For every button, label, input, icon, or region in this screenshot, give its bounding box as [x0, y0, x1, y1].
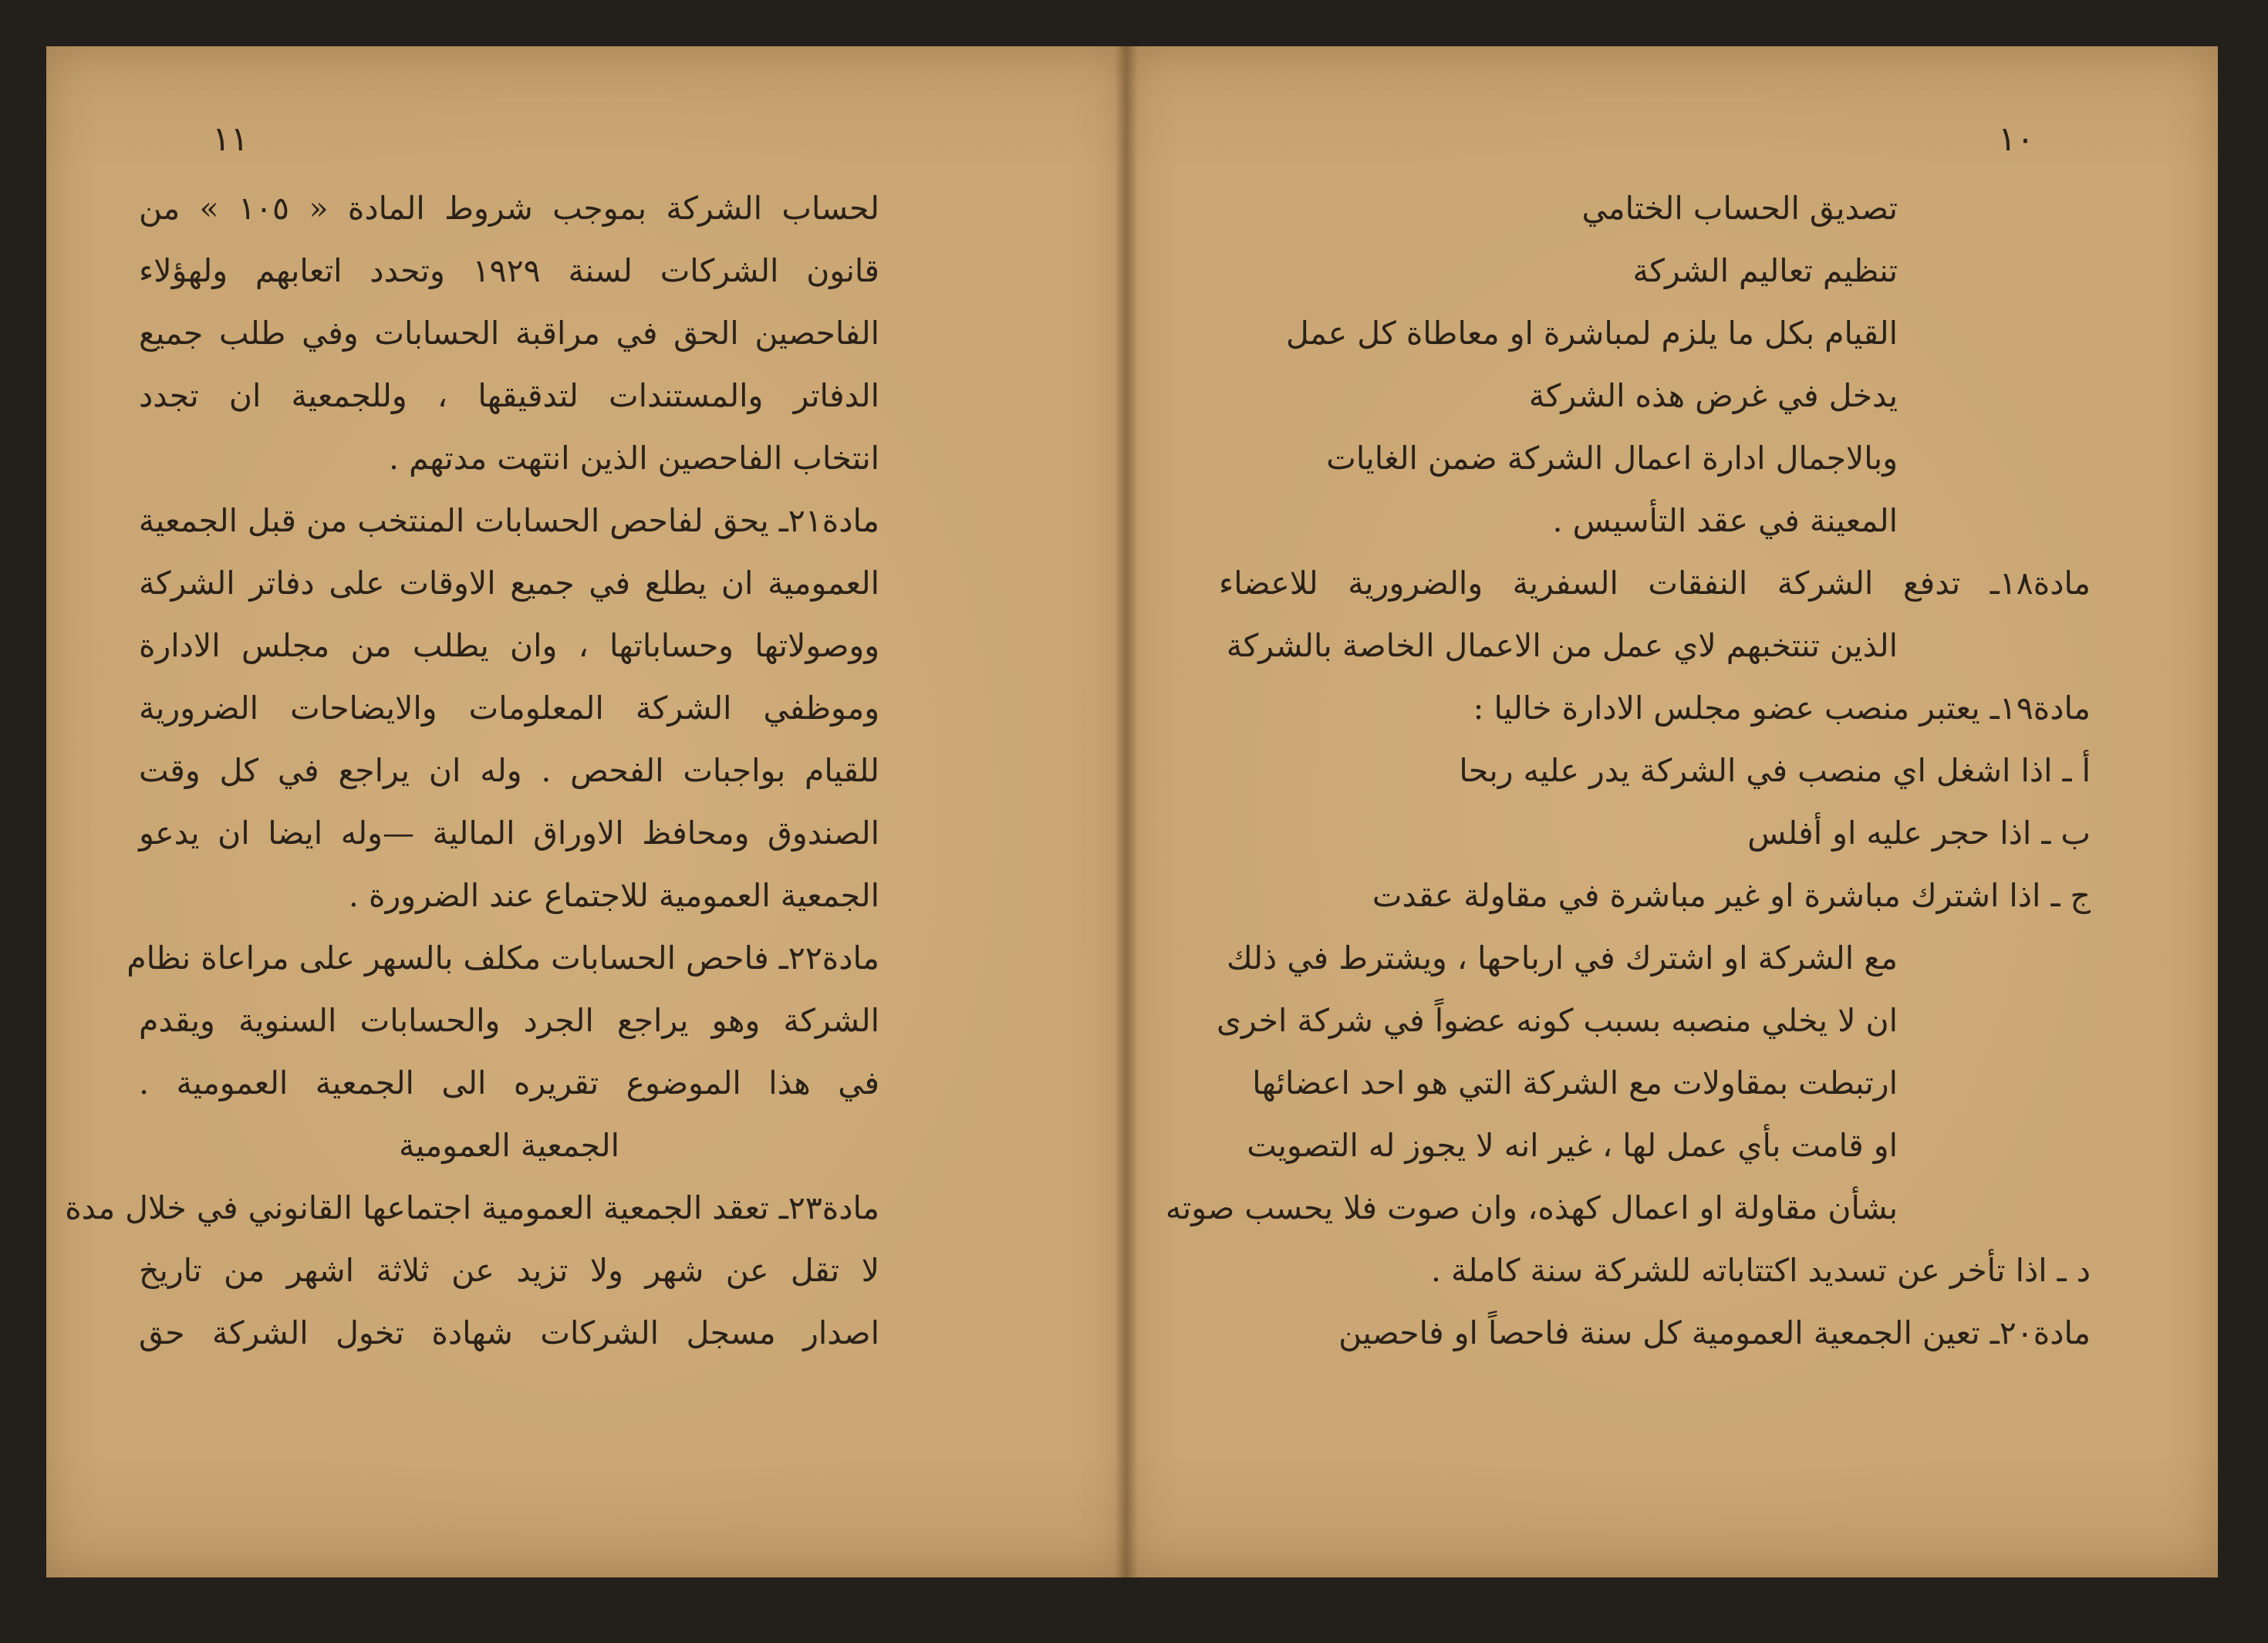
right-page	[1126, 46, 2218, 1577]
text-line: القيام بكل ما يلزم لمباشرة او معاطاة كل عمل	[1285, 315, 1898, 352]
section-heading: الجمعية العمومية	[398, 1127, 620, 1164]
text-line: ووصولاتها وحساباتها ، وان يطلب من مجلس الادارة	[139, 627, 879, 664]
text-line: د ـ اذا تأخر عن تسديد اكتتاباته للشركة سنة كاملة .	[1430, 1252, 2091, 1289]
page-text	[65, 177, 879, 1365]
text-line: انتخاب الفاحصين الذين انتهت مدتهم .	[389, 440, 879, 477]
text-line: وبالاجمال ادارة اعمال الشركة ضمن الغايات	[1326, 440, 1898, 477]
text-line: مادة٢٢ـ فاحص الحسابات مكلف بالسهر على مراعاة نظام	[127, 940, 879, 977]
left-page	[46, 46, 1126, 1577]
text-line: الفاحصين الحق في مراقبة الحسابات وفي طلب جميع	[139, 315, 879, 352]
text-line: تنظيم تعاليم الشركة	[1632, 252, 1898, 289]
text-line: المعينة في عقد التأسيس .	[1552, 502, 1898, 539]
text-line: يدخل في غرض هذه الشركة	[1528, 377, 1898, 414]
text-line: ان لا يخلي منصبه بسبب كونه عضواً في شركة اخرى	[1216, 1002, 1898, 1039]
text-line: أ ـ اذا اشغل اي منصب في الشركة يدر عليه ربحا	[1459, 752, 2091, 789]
book-gutter	[1115, 46, 1138, 1577]
page-number: ١٠	[1998, 120, 2035, 159]
text-line: الدفاتر والمستندات لتدقيقها ، وللجمعية ان تجدد	[139, 377, 879, 414]
text-line: للقيام بواجبات الفحص . وله ان يراجع في كل وقت	[139, 752, 879, 789]
text-line: قانون الشركات لسنة ١٩٢٩ وتحدد اتعابهم ولهؤلاء	[139, 252, 879, 289]
page-number: ١١	[212, 120, 249, 159]
text-line: ج ـ اذا اشترك مباشرة او غير مباشرة في مقاولة عقدت	[1372, 877, 2091, 914]
text-line: اصدار مسجل الشركات شهادة تخول الشركة حق	[139, 1314, 879, 1351]
text-line: مادة٢١ـ يحق لفاحص الحسابات المنتخب من قبل الجمعية	[138, 502, 879, 539]
text-line: وموظفي الشركة المعلومات والايضاحات الضرورية	[139, 690, 879, 727]
book-spread	[46, 46, 2218, 1577]
text-line: او قامت بأي عمل لها ، غير انه لا يجوز له التصويت	[1247, 1127, 1898, 1164]
text-line: بشأن مقاولة او اعمال كهذه، وان صوت فلا يحسب صوته	[1165, 1189, 1898, 1226]
page-text	[1165, 177, 2091, 1365]
text-line: ارتبطت بمقاولات مع الشركة التي هو احد اعضائها	[1252, 1064, 1898, 1102]
text-line: مادة٢٣ـ تعقد الجمعية العمومية اجتماعها القانوني في خلال مدة	[65, 1189, 879, 1226]
text-line: ب ـ اذا حجر عليه او أفلس	[1747, 815, 2091, 852]
text-line: في هذا الموضوع تقريره الى الجمعية العمومية .	[139, 1064, 879, 1102]
text-line: الصندوق ومحافظ الاوراق المالية —وله ايضا ان يدعو	[139, 815, 879, 852]
text-line: لا تقل عن شهر ولا تزيد عن ثلاثة اشهر من تاريخ	[139, 1252, 879, 1289]
text-line: مادة٢٠ـ تعين الجمعية العمومية كل سنة فاحصاً او فاحصين	[1338, 1314, 2091, 1351]
text-line: مادة١٩ـ يعتبر منصب عضو مجلس الادارة خاليا :	[1473, 690, 2091, 727]
text-line: الذين تنتخبهم لاي عمل من الاعمال الخاصة بالشركة	[1226, 627, 1898, 664]
text-line: مع الشركة او اشترك في ارباحها ، ويشترط في ذلك	[1227, 940, 1898, 977]
text-line: تصديق الحساب الختامي	[1581, 190, 1898, 227]
text-line: الجمعية العمومية للاجتماع عند الضرورة .	[348, 877, 879, 914]
text-line: مادة١٨ـ تدفع الشركة النفقات السفرية والضرورية للاعضاء	[1219, 565, 2091, 602]
text-line: الشركة وهو يراجع الجرد والحسابات السنوية ويقدم	[139, 1002, 879, 1039]
text-line: العمومية ان يطلع في جميع الاوقات على دفاتر الشركة	[139, 565, 879, 602]
text-line: لحساب الشركة بموجب شروط المادة « ١٠٥ » من	[139, 190, 879, 227]
